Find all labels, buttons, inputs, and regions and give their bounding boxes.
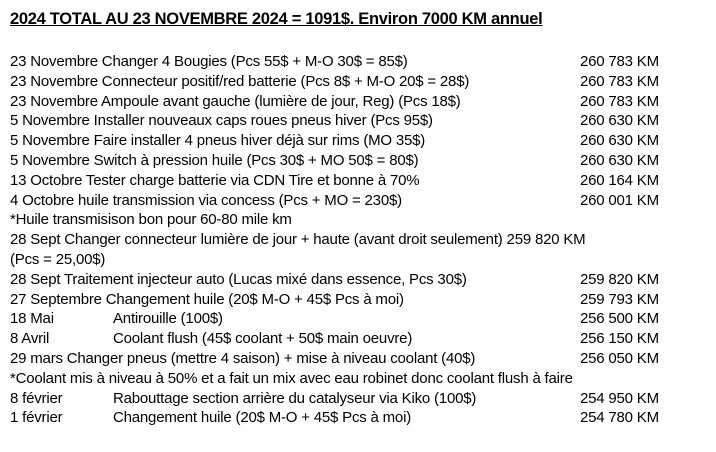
- log-entry-km: 260 630 KM: [580, 112, 659, 130]
- log-entry-km: 260 783 KM: [580, 92, 659, 110]
- log-entry-text: 23 Novembre Changer 4 Bougies (Pcs 55$ + M-O 30$ = 85$): [10, 53, 408, 70]
- log-entry-km: 260 630 KM: [580, 132, 659, 150]
- log-entry-text: 4 Octobre huile transmission via concess (Pcs + MO = 230$): [10, 191, 402, 209]
- log-entry-km: 260 783 KM: [580, 53, 659, 70]
- page-title: 2024 TOTAL AU 23 NOVEMBRE 2024 = 1091$. Environ 7000 KM annuel: [10, 10, 543, 28]
- log-row: [10, 131, 710, 151]
- log-entry-text: 5 Novembre Installer nouveaux caps roues pneus hiver (Pcs 95$): [10, 112, 433, 130]
- log-entry-km: 256 050 KM: [580, 349, 659, 367]
- log-row: [10, 92, 710, 112]
- log-row: [10, 290, 710, 310]
- log-entry-km: 256 500 KM: [580, 310, 659, 328]
- log-row: [10, 309, 710, 329]
- log-entry-text: 27 Septembre Changement huile (20$ M-O + 45$ Pcs à moi): [10, 290, 404, 308]
- log-entry-text: 5 Novembre Faire installer 4 pneus hiver déjà sur rims (MO 35$): [10, 132, 426, 150]
- log-entry-km: 254 950 KM: [580, 389, 659, 407]
- log-entry-desc: Rabouttage section arrière du catalyseur via Kiko (100$): [113, 389, 477, 407]
- log-entry-text: 5 Novembre Switch à pression huile (Pcs 30$ + MO 50$ = 80$): [10, 151, 419, 169]
- log-entry-km: 260 164 KM: [580, 171, 659, 189]
- log-row: [10, 329, 710, 349]
- log-note: [10, 369, 710, 389]
- log-row: [10, 389, 710, 409]
- log-entry-desc: Antirouille (100$): [113, 310, 223, 328]
- log-row: [10, 52, 710, 72]
- log-note-text: 28 Sept Changer connecteur lumière de jour + haute (avant droit seulement) 259 820 KM: [10, 231, 586, 249]
- log-entry-date: 18 Mai: [10, 310, 54, 328]
- log-row: [10, 349, 710, 369]
- log-entry-text: 23 Novembre Connecteur positif/red batterie (Pcs 8$ + M-O 20$ = 28$): [10, 72, 470, 90]
- log-note-text: *Coolant mis à niveau à 50% et a fait un mix avec eau robinet donc coolant flush à faire: [10, 369, 573, 387]
- log-entry-km: 259 793 KM: [580, 290, 659, 308]
- log-note: [10, 250, 710, 270]
- log-entry-km: 260 783 KM: [580, 72, 659, 90]
- log-row: [10, 270, 710, 290]
- log-entry-date: 1 février: [10, 409, 63, 427]
- log-entry-km: 260 001 KM: [580, 191, 659, 209]
- log-entry-km: 260 630 KM: [580, 151, 659, 169]
- log-row: [10, 191, 710, 211]
- log-entry-text: 13 Octobre Tester charge batterie via CDN Tire et bonne à 70%: [10, 171, 420, 189]
- log-entry-desc: Changement huile (20$ M-O + 45$ Pcs à moi): [113, 409, 412, 427]
- log-row: [10, 111, 710, 131]
- log-entry-text: 29 mars Changer pneus (mettre 4 saison) + mise à niveau coolant (40$): [10, 349, 476, 367]
- log-note-text: (Pcs = 25,00$): [10, 250, 106, 268]
- log-entry-km: 259 820 KM: [580, 270, 659, 288]
- log-entry-text: 28 Sept Traitement injecteur auto (Lucas mixé dans essence, Pcs 30$): [10, 270, 467, 288]
- log-row: [10, 151, 710, 171]
- log-entry-date: 8 février: [10, 389, 63, 407]
- log-entry-km: 256 150 KM: [580, 330, 659, 348]
- maintenance-log: [10, 52, 710, 428]
- log-entry-text: 23 Novembre Ampoule avant gauche (lumière de jour, Reg) (Pcs 18$): [10, 92, 461, 110]
- log-entry-km: 254 780 KM: [580, 409, 659, 427]
- log-note: [10, 230, 710, 250]
- log-note-text: *Huile transmisison bon pour 60-80 mile km: [10, 211, 292, 229]
- log-entry-desc: Coolant flush (45$ coolant + 50$ main oeuvre): [113, 330, 413, 348]
- log-note: [10, 210, 710, 230]
- log-row: [10, 72, 710, 92]
- log-row: [10, 408, 710, 428]
- log-row: [10, 171, 710, 191]
- log-entry-date: 8 Avril: [10, 330, 50, 348]
